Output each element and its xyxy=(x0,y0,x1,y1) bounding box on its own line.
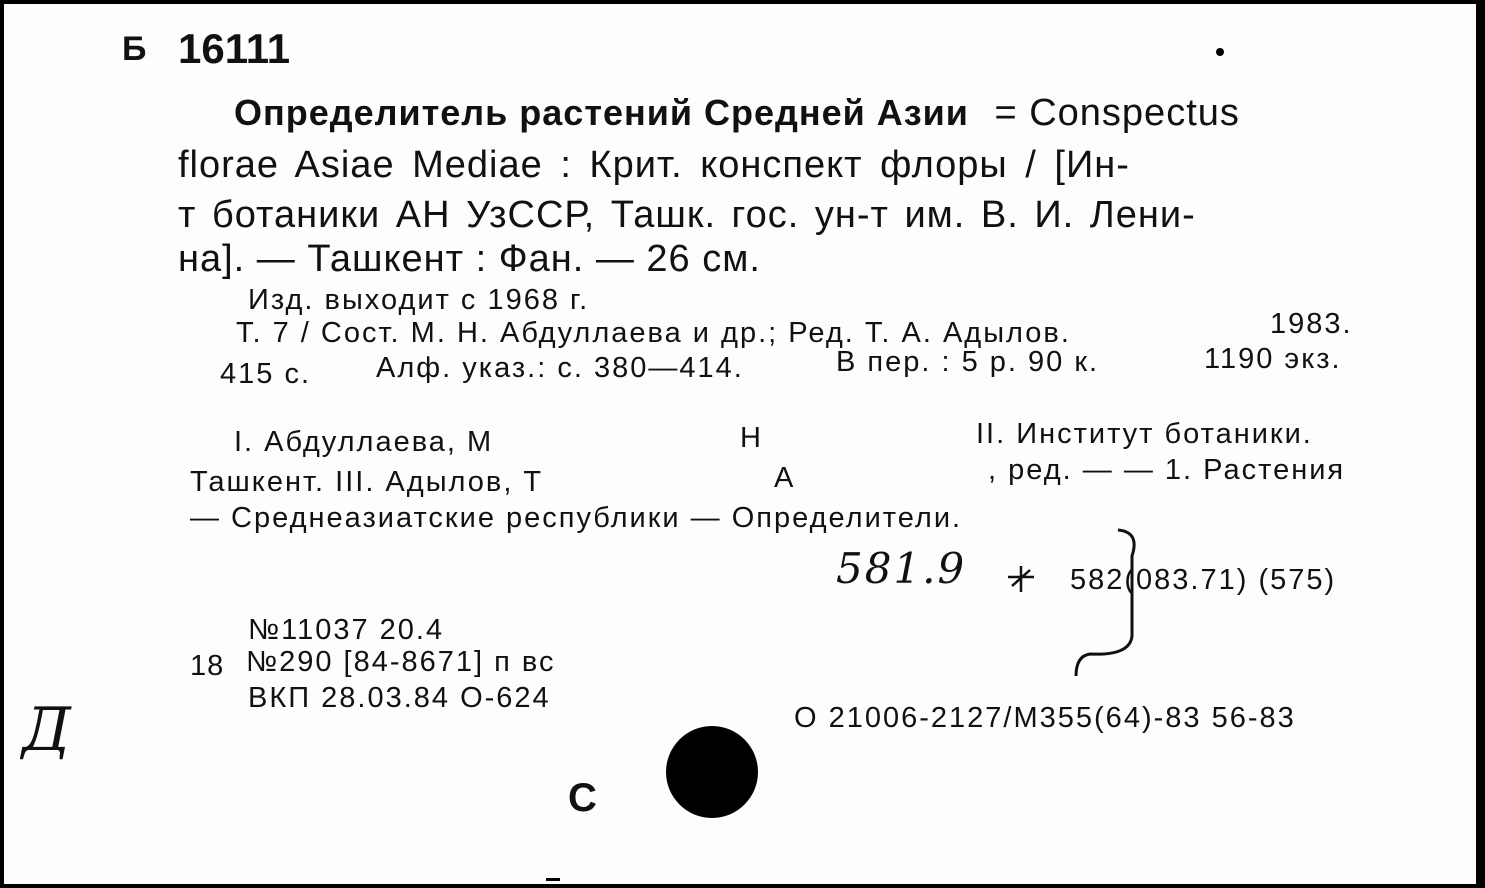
entry-author-1: I. Абдуллаева, М xyxy=(234,426,494,458)
cross-mark-icon xyxy=(1006,564,1036,594)
volume-index: Алф. указ.: с. 380—414. xyxy=(376,352,744,384)
title-line-2: florae Asiae Mediae : Крит. конспект флоры / [Ин- xyxy=(178,144,1130,186)
call-number-prefix-icon: Б xyxy=(122,30,148,68)
subject-continuation: — Среднеазиатские республики — Определители. xyxy=(190,502,963,534)
title-line-1 xyxy=(234,94,1240,132)
card-right-edge xyxy=(1476,4,1480,884)
classification-printed: 582(083.71) (575) xyxy=(1070,564,1337,596)
filled-circle-icon xyxy=(666,726,758,818)
main-title: Определитель растений Средней Азии xyxy=(234,92,969,133)
entry-author-1-initial: Н xyxy=(740,422,762,454)
classification-handwritten: 581.9 xyxy=(836,544,967,593)
parallel-title-start: = Conspectus xyxy=(994,92,1240,134)
volume-price: В пер. : 5 р. 90 к. xyxy=(836,346,1100,378)
entry-author-2-initial: А xyxy=(774,462,795,494)
publication-note: Изд. выходит с 1968 г. xyxy=(248,284,590,316)
stamp-letter: С xyxy=(568,776,598,820)
volume-year: 1983. xyxy=(1270,308,1353,340)
bottom-mark xyxy=(546,878,560,881)
title-line-4: на]. — Ташкент : Фан. — 26 см. xyxy=(178,238,761,280)
entry-subject: , ред. — — 1. Растения xyxy=(988,454,1346,486)
title-line-3: т ботаники АН УзССР, Ташк. гос. ун-т им. В. И. Лени- xyxy=(178,194,1196,236)
record-line-2: №290 [84-8671] п вс xyxy=(246,646,556,678)
catalog-card xyxy=(4,4,1480,884)
margin-handwritten: Д xyxy=(22,695,72,765)
isbn-line: О 21006-2127/М355(64)-83 56-83 xyxy=(794,702,1296,734)
volume-copies: 1190 экз. xyxy=(1204,343,1342,375)
volume-pages: 415 с. xyxy=(220,358,311,390)
call-number: 16111 xyxy=(178,25,291,72)
entry-institution: II. Институт ботаники. xyxy=(976,418,1313,450)
record-line-1: №11037 20.4 xyxy=(248,614,445,646)
bracket-mark-icon xyxy=(1070,526,1140,686)
volume-statement: Т. 7 / Сост. М. Н. Абдуллаева и др.; Ред. Т. А. Адылов. xyxy=(236,317,1071,349)
record-line-2-number: 18 xyxy=(190,650,225,682)
record-line-3: ВКП 28.03.84 О-624 xyxy=(248,682,551,714)
small-dot xyxy=(1216,48,1224,56)
entry-author-2: Ташкент. III. Адылов, Т xyxy=(190,466,544,498)
